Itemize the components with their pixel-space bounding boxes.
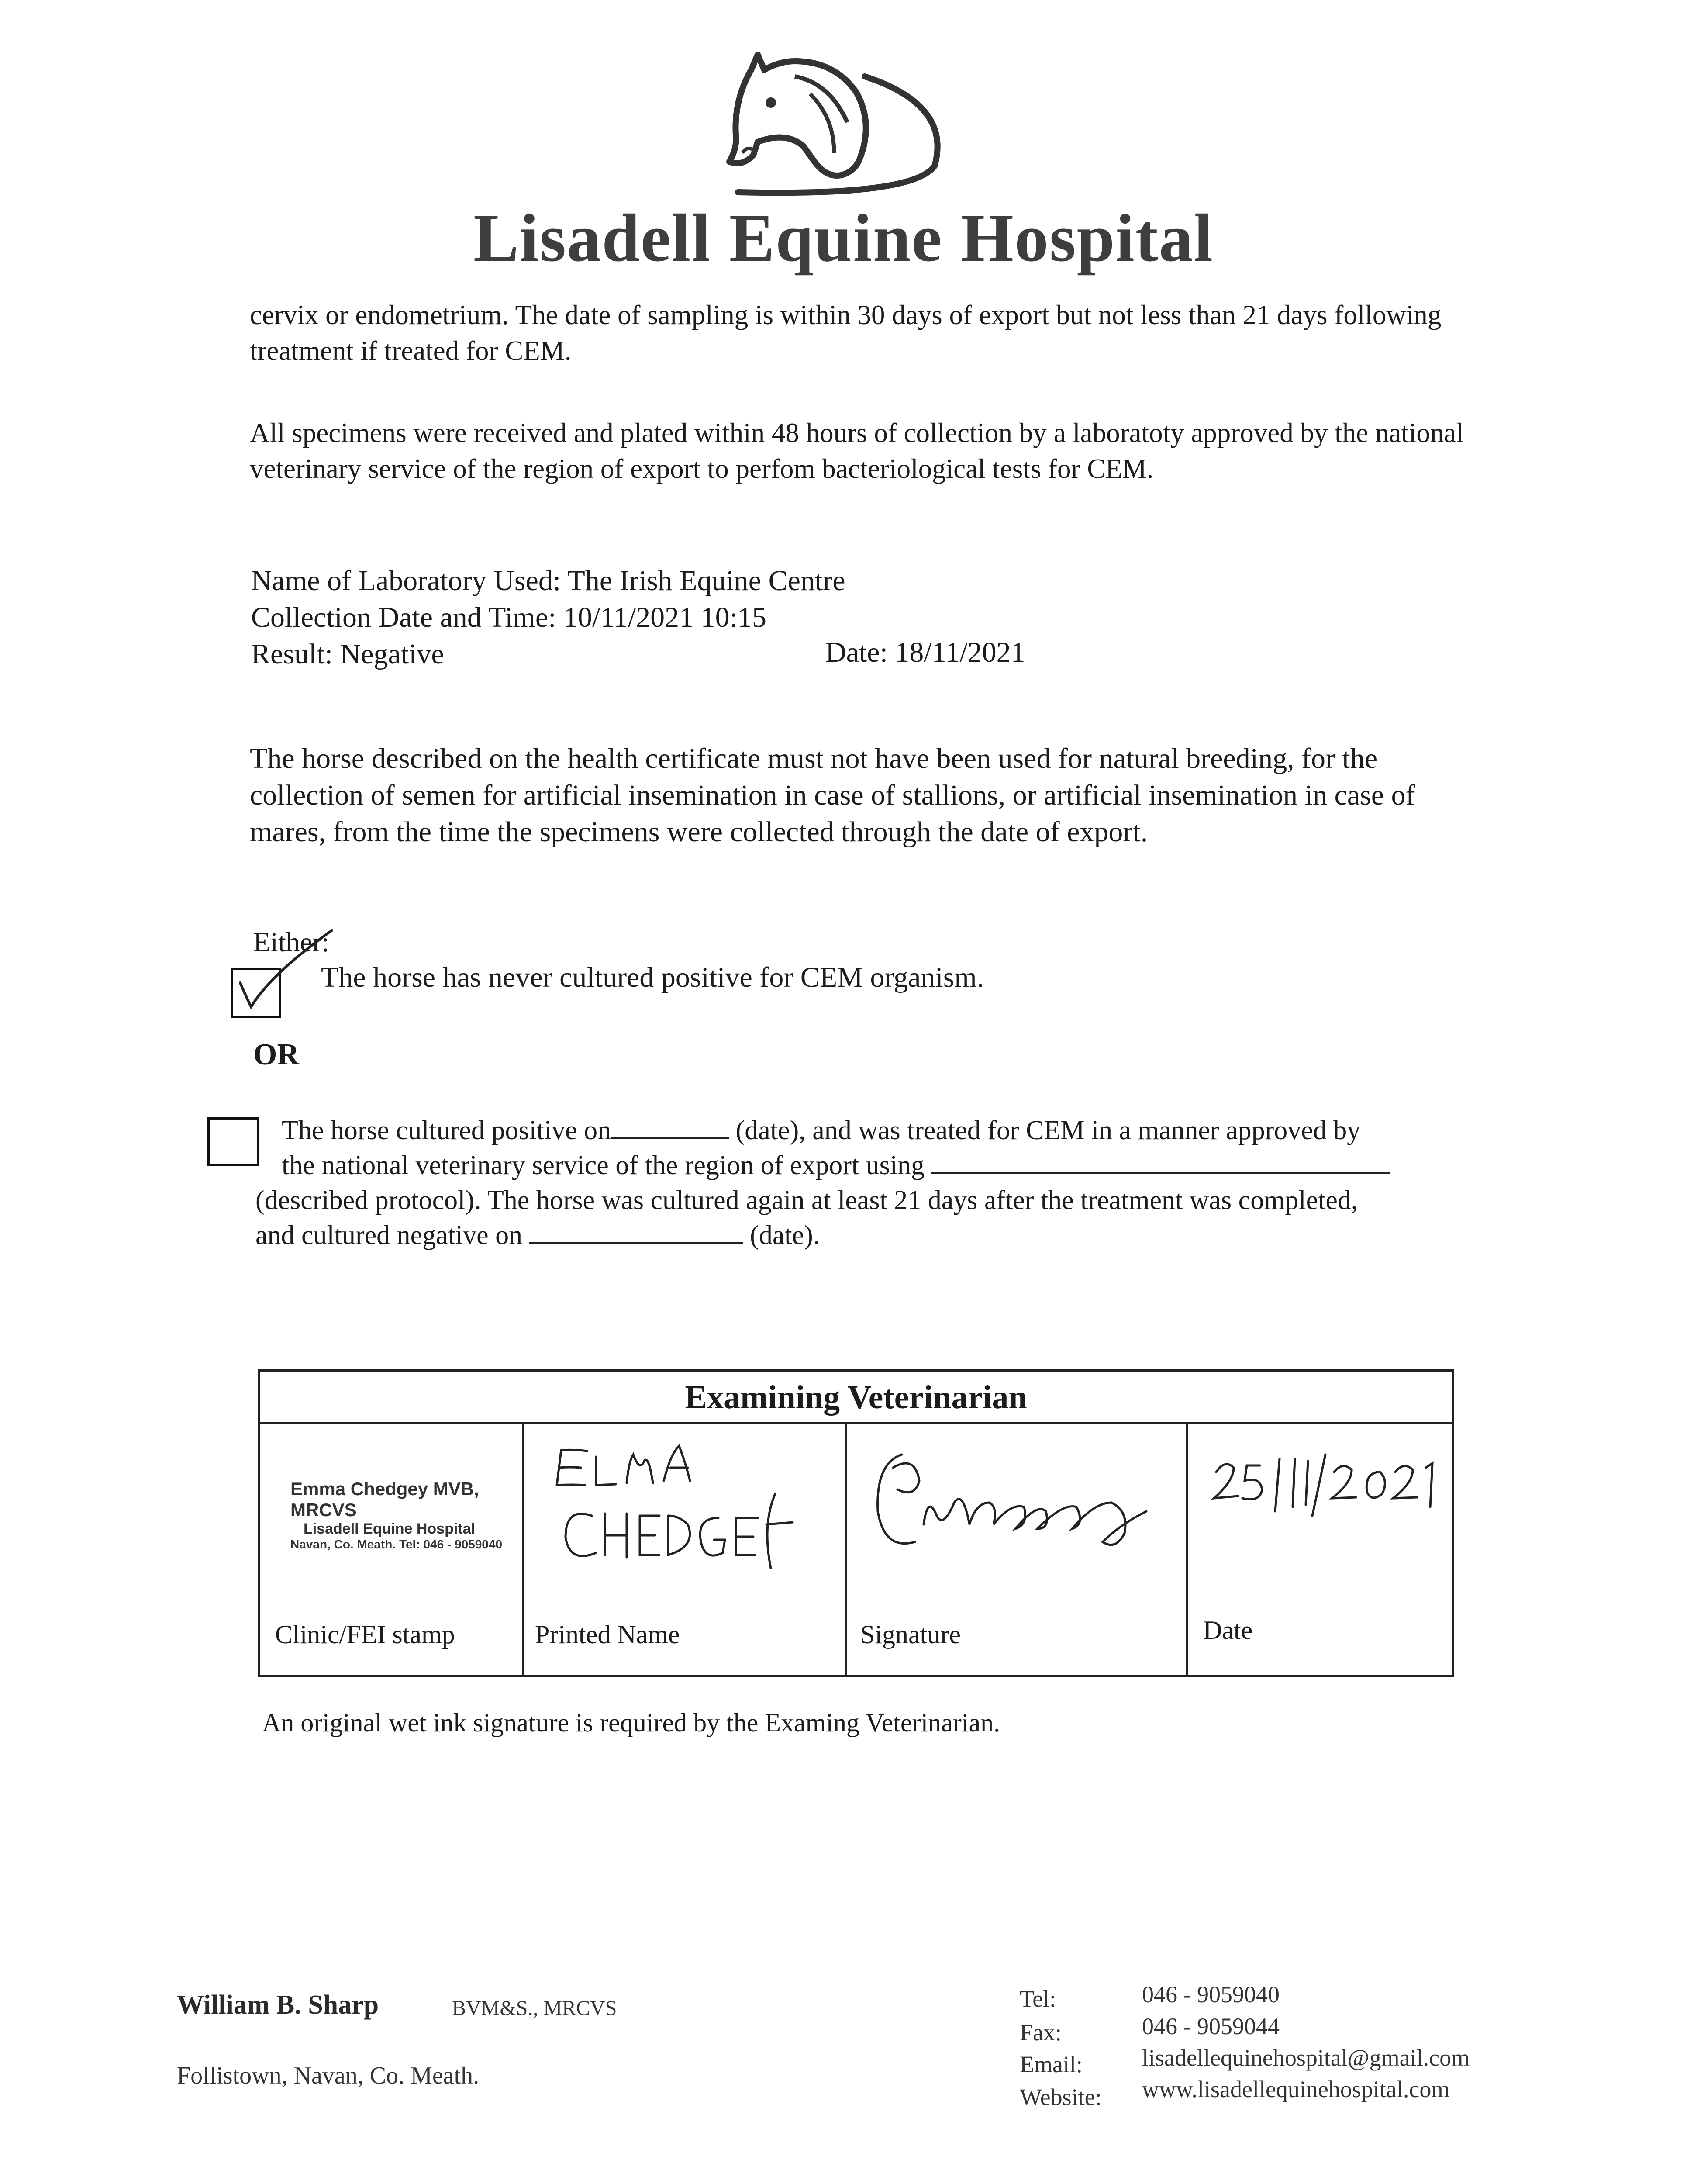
footer-vet-name: William B. Sharp (177, 1990, 379, 2020)
negative-date-blank[interactable] (529, 1220, 743, 1244)
result-date: Date: 18/11/2021 (825, 636, 1025, 668)
contact-label-website: Website: (1020, 2084, 1102, 2110)
paragraph-breeding: The horse described on the health certificate must not have been used for natural breeding, for the collection of semen for artificial insemination in case of stallions, or artificial insemination in case of mares, from the time the specimens were collected through the date of export. (250, 743, 1415, 848)
option-2-text-b (255, 1183, 1478, 1253)
contact-label-tel: Tel: (1020, 1986, 1056, 2012)
contact-value-fax: 046 - 9059044 (1142, 2013, 1280, 2039)
positive-date-blank[interactable] (611, 1115, 729, 1139)
signature-label: Signature (860, 1620, 961, 1649)
stamp-line-3: Navan, Co. Meath. Tel: 046 - 9059040 (290, 1538, 503, 1551)
option-2-part6: (date). (750, 1220, 820, 1250)
contact-value-email[interactable]: lisadellequinehospital@gmail.com (1142, 2045, 1470, 2071)
contact-value-tel: 046 - 9059040 (1142, 1981, 1280, 2008)
lab-name-line: Name of Laboratory Used: The Irish Equine Centre (251, 565, 845, 597)
collection-line: Collection Date and Time: 10/11/2021 10:15 (251, 601, 767, 633)
paragraph-specimens: All specimens were received and plated within 48 hours of collection by a laboratoty approved by the national veterinary service of the region of export to perfom bacteriological tests for CEM. (250, 418, 1464, 484)
printed-name-label: Printed Name (535, 1620, 680, 1649)
examining-vet-table (258, 1369, 1454, 1677)
option-2-text-a (282, 1113, 1390, 1183)
clinic-stamp-label: Clinic/FEI stamp (275, 1620, 455, 1649)
result-line: Result: Negative (251, 638, 444, 670)
printed-name-handwriting (539, 1437, 828, 1577)
stamp-line-2: Lisadell Equine Hospital (304, 1521, 475, 1537)
paragraph-sampling: cervix or endometrium. The date of sampling is within 30 days of export but not less than 21 days following treatment if treated for CEM. (250, 300, 1442, 366)
option-2-part1: The horse cultured positive on (282, 1116, 611, 1145)
option-1-text: The horse has never cultured positive for CEM organism. (321, 961, 984, 993)
clinic-stamp (290, 1479, 517, 1552)
column-divider (845, 1424, 847, 1677)
contact-label-fax: Fax: (1020, 2019, 1062, 2046)
option-2-part3: the national veterinary service of the region of export using (282, 1151, 925, 1180)
hospital-name: Lisadell Equine Hospital (473, 200, 1214, 276)
option-2-part4: (described protocol). The horse was cultured again at least 21 days after the treatment was completed, (255, 1185, 1358, 1215)
column-divider (1186, 1424, 1188, 1677)
contact-value-website[interactable]: www.lisadellequinehospital.com (1142, 2076, 1450, 2102)
horse-head-logo (716, 52, 961, 197)
protocol-blank[interactable] (931, 1150, 1390, 1174)
or-label: OR (253, 1038, 299, 1071)
footer-address: Follistown, Navan, Co. Meath. (177, 2062, 480, 2089)
wet-ink-note: An original wet ink signature is required by the Examing Veterinarian. (262, 1708, 1000, 1737)
footer-vet-quals: BVM&S., MRCVS (452, 1997, 617, 2020)
signature-handwriting (867, 1437, 1173, 1577)
column-divider (522, 1424, 524, 1677)
option-2-checkbox[interactable] (207, 1117, 259, 1166)
lab-details (251, 563, 845, 673)
either-label: Either: (253, 926, 330, 957)
contact-label-email: Email: (1020, 2051, 1083, 2077)
option-2-part2: (date), and was treated for CEM in a manner approved by (735, 1116, 1361, 1145)
date-label: Date (1203, 1616, 1253, 1645)
option-2-part5: and cultured negative on (255, 1220, 523, 1250)
stamp-line-1: Emma Chedgey MVB, MRCVS (290, 1479, 479, 1520)
date-handwriting (1199, 1441, 1443, 1529)
vet-table-title: Examining Veterinarian (260, 1372, 1452, 1424)
